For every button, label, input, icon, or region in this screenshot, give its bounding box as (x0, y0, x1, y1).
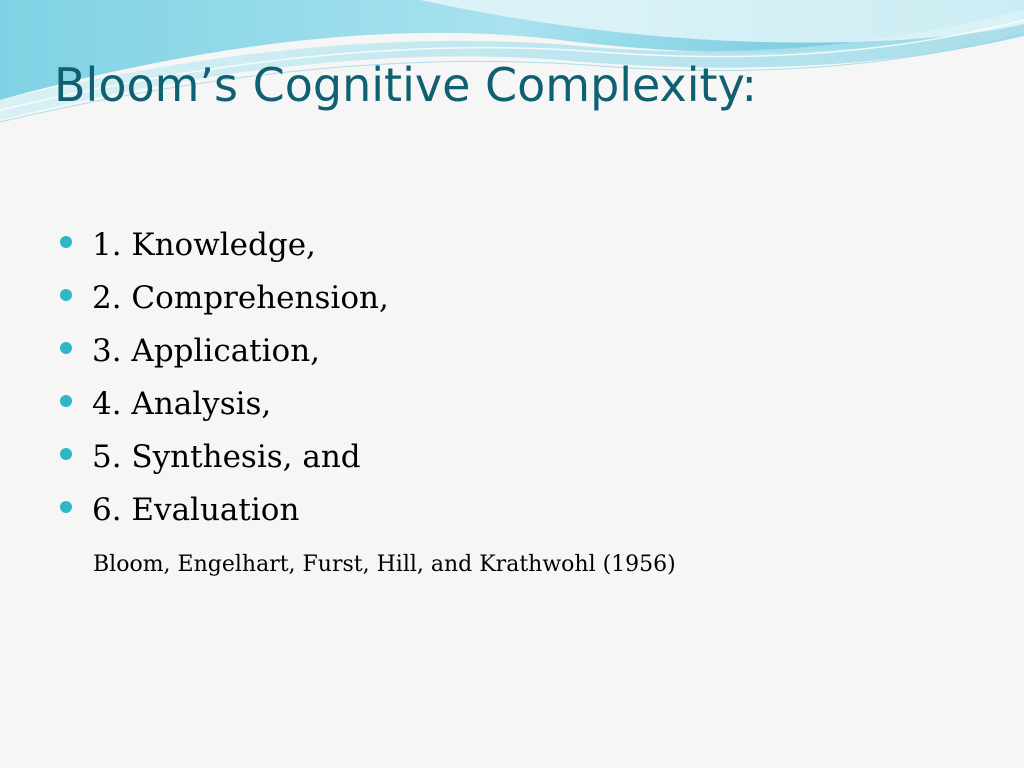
bullet-dot-icon (60, 342, 72, 354)
bullet-item-text: 5. Synthesis, and (92, 438, 361, 475)
bullet-item-text: 6. Evaluation (92, 491, 300, 528)
bullet-dot-icon (60, 236, 72, 248)
bullet-dot-icon (60, 395, 72, 407)
bullet-item-text: 4. Analysis, (92, 385, 272, 422)
bullet-item-text: 2. Comprehension, (92, 279, 389, 316)
bullet-dot-icon (60, 448, 72, 460)
bullet-item-text: 3. Application, (92, 332, 321, 369)
bullet-item (60, 218, 389, 271)
citation: Bloom, Engelhart, Furst, Hill, and Krathwohl (1956) (93, 552, 676, 577)
bullet-dot-icon (60, 289, 72, 301)
bullet-item (60, 430, 389, 483)
bullet-item (60, 324, 389, 377)
slide-title: Bloom’s Cognitive Complexity: (54, 58, 757, 112)
bullet-item (60, 483, 389, 536)
bullet-item (60, 377, 389, 430)
bullet-item-text: 1. Knowledge, (92, 226, 316, 263)
bullet-item (60, 271, 389, 324)
bullet-dot-icon (60, 501, 72, 513)
bullet-list (60, 218, 389, 536)
